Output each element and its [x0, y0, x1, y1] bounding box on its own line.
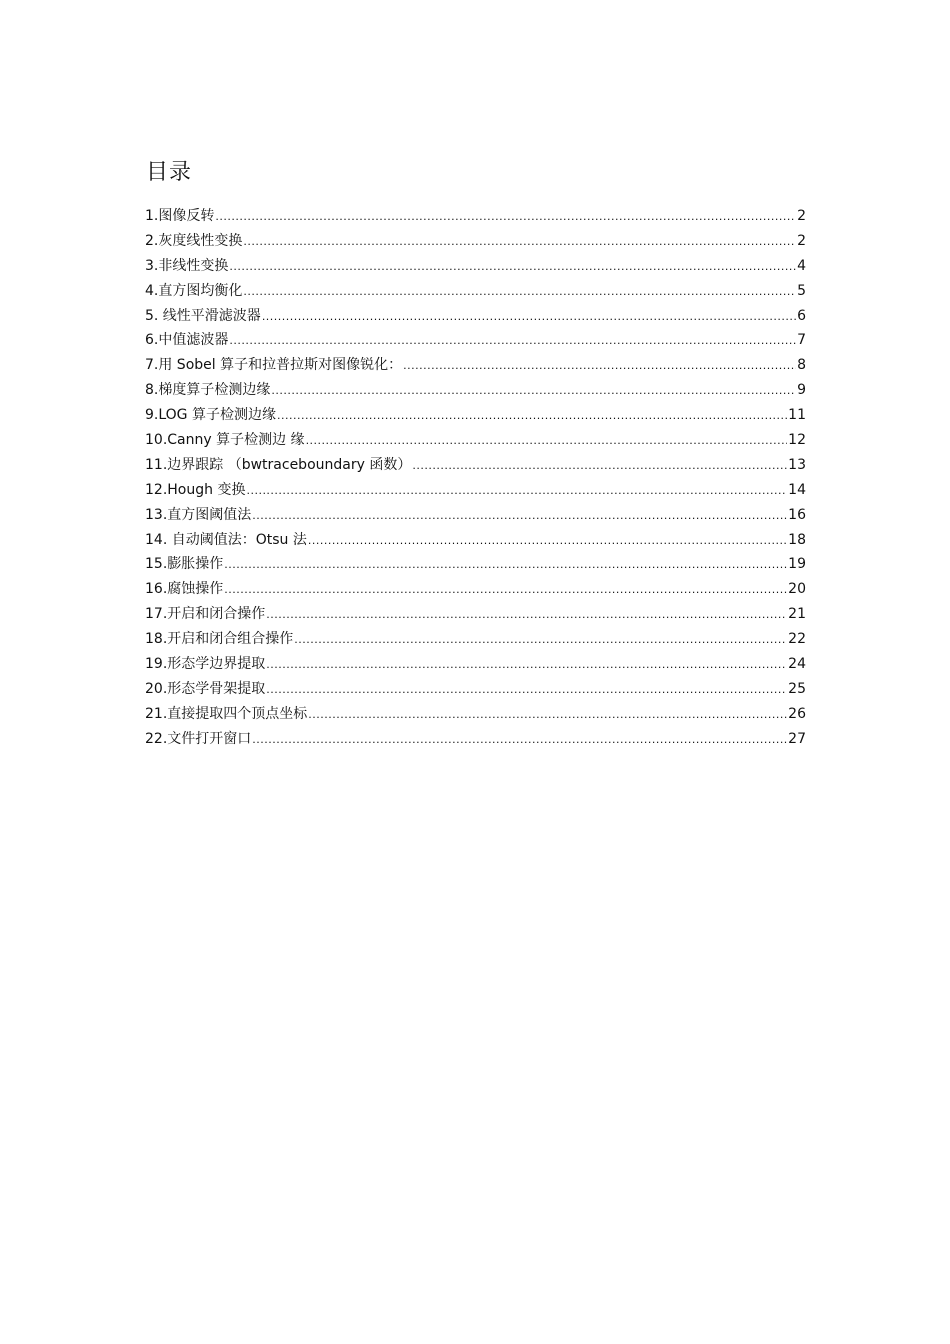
toc-dot-leader	[403, 354, 796, 379]
toc-dot-leader	[224, 553, 787, 578]
toc-entry-page-number: 14	[788, 481, 806, 498]
toc-entry-page-number: 7	[797, 332, 806, 349]
toc-entry-label: 19.形态学边界提取	[145, 656, 266, 673]
toc-entry-label: 18.开启和闭合组合操作	[145, 631, 294, 648]
toc-entry[interactable]	[145, 453, 806, 478]
toc-entry-label: 20.形态学骨架提取	[145, 680, 266, 697]
toc-entry-page-number: 4	[797, 257, 806, 274]
toc-entry[interactable]	[145, 403, 806, 428]
toc-entry-label: 21.直接提取四个顶点坐标	[145, 705, 308, 722]
toc-entry[interactable]	[145, 378, 806, 403]
toc-entry[interactable]	[145, 702, 806, 727]
toc-entry[interactable]	[145, 727, 806, 752]
toc-dot-leader	[252, 728, 787, 753]
toc-entry-page-number: 25	[788, 680, 806, 697]
toc-entry[interactable]	[145, 353, 806, 378]
toc-entry-page-number: 26	[788, 705, 806, 722]
toc-entry[interactable]	[145, 627, 806, 652]
toc-entry-label: 14. 自动阈值法：Otsu 法	[145, 531, 307, 548]
toc-entry[interactable]	[145, 552, 806, 577]
toc-entry[interactable]	[145, 279, 806, 304]
toc-entry[interactable]	[145, 677, 806, 702]
toc-entry-label: 12.Hough 变换	[145, 481, 246, 498]
toc-entry[interactable]	[145, 229, 806, 254]
toc-dot-leader	[246, 479, 787, 504]
table-of-contents	[145, 204, 806, 752]
toc-entry[interactable]	[145, 528, 806, 553]
toc-entry-page-number: 13	[788, 456, 806, 473]
toc-entry[interactable]	[145, 577, 806, 602]
toc-entry[interactable]	[145, 503, 806, 528]
toc-entry-label: 13.直方图阈值法	[145, 506, 252, 523]
toc-entry-label: 3.非线性变换	[145, 257, 229, 274]
toc-entry-page-number: 8	[797, 357, 806, 374]
toc-entry-page-number: 5	[797, 282, 806, 299]
toc-entry-page-number: 2	[797, 232, 806, 249]
toc-entry-page-number: 9	[797, 382, 806, 399]
toc-entry[interactable]	[145, 254, 806, 279]
toc-entry-label: 7.用 Sobel 算子和拉普拉斯对图像锐化：	[145, 357, 403, 374]
toc-dot-leader	[243, 230, 796, 255]
toc-entry[interactable]	[145, 428, 806, 453]
toc-entry[interactable]	[145, 204, 806, 229]
toc-dot-leader	[308, 529, 787, 554]
toc-dot-leader	[266, 603, 787, 628]
toc-dot-leader	[306, 429, 788, 454]
toc-entry-label: 17.开启和闭合操作	[145, 606, 266, 623]
toc-dot-leader	[252, 504, 787, 529]
toc-entry[interactable]	[145, 652, 806, 677]
toc-entry-label: 15.膨胀操作	[145, 556, 224, 573]
toc-entry-label: 11.边界跟踪 （bwtraceboundary 函数）	[145, 456, 412, 473]
toc-entry-page-number: 18	[788, 531, 806, 548]
toc-dot-leader	[229, 329, 796, 354]
toc-dot-leader	[243, 280, 796, 305]
toc-entry-page-number: 2	[797, 208, 806, 224]
toc-entry-label: 4.直方图均衡化	[145, 282, 243, 299]
toc-entry-label: 9.LOG 算子检测边缘	[145, 407, 276, 424]
toc-entry-page-number: 22	[788, 631, 806, 648]
toc-entry-page-number: 20	[788, 581, 806, 598]
toc-entry[interactable]	[145, 304, 806, 329]
toc-entry-label: 16.腐蚀操作	[145, 581, 224, 598]
toc-entry-page-number: 21	[788, 606, 806, 623]
toc-entry[interactable]	[145, 328, 806, 353]
toc-dot-leader	[277, 404, 787, 429]
toc-dot-leader	[308, 703, 787, 728]
toc-dot-leader	[266, 653, 787, 678]
toc-entry-page-number: 6	[797, 307, 806, 324]
toc-entry-page-number: 27	[788, 730, 806, 747]
toc-entry-page-number: 19	[788, 556, 806, 573]
toc-entry-page-number: 16	[788, 506, 806, 523]
toc-dot-leader	[224, 578, 787, 603]
toc-entry[interactable]	[145, 602, 806, 627]
toc-dot-leader	[215, 205, 796, 230]
toc-dot-leader	[229, 255, 796, 280]
toc-entry-label: 2.灰度线性变换	[145, 232, 243, 249]
toc-title: 目录	[146, 160, 193, 185]
toc-dot-leader	[294, 628, 787, 653]
toc-dot-leader	[262, 305, 796, 330]
toc-dot-leader	[266, 678, 787, 703]
toc-entry-label: 22.文件打开窗口	[145, 730, 252, 747]
toc-entry-page-number: 11	[788, 407, 806, 424]
toc-entry-label: 1.图像反转	[145, 208, 215, 224]
toc-entry-page-number: 24	[788, 656, 806, 673]
toc-entry-page-number: 12	[788, 432, 806, 449]
toc-entry[interactable]	[145, 478, 806, 503]
toc-dot-leader	[412, 454, 787, 479]
toc-dot-leader	[271, 379, 796, 404]
toc-entry-label: 10.Canny 算子检测边 缘	[145, 432, 305, 449]
toc-entry-label: 6.中值滤波器	[145, 332, 229, 349]
toc-entry-label: 5. 线性平滑滤波器	[145, 307, 261, 324]
toc-entry-label: 8.梯度算子检测边缘	[145, 382, 271, 399]
